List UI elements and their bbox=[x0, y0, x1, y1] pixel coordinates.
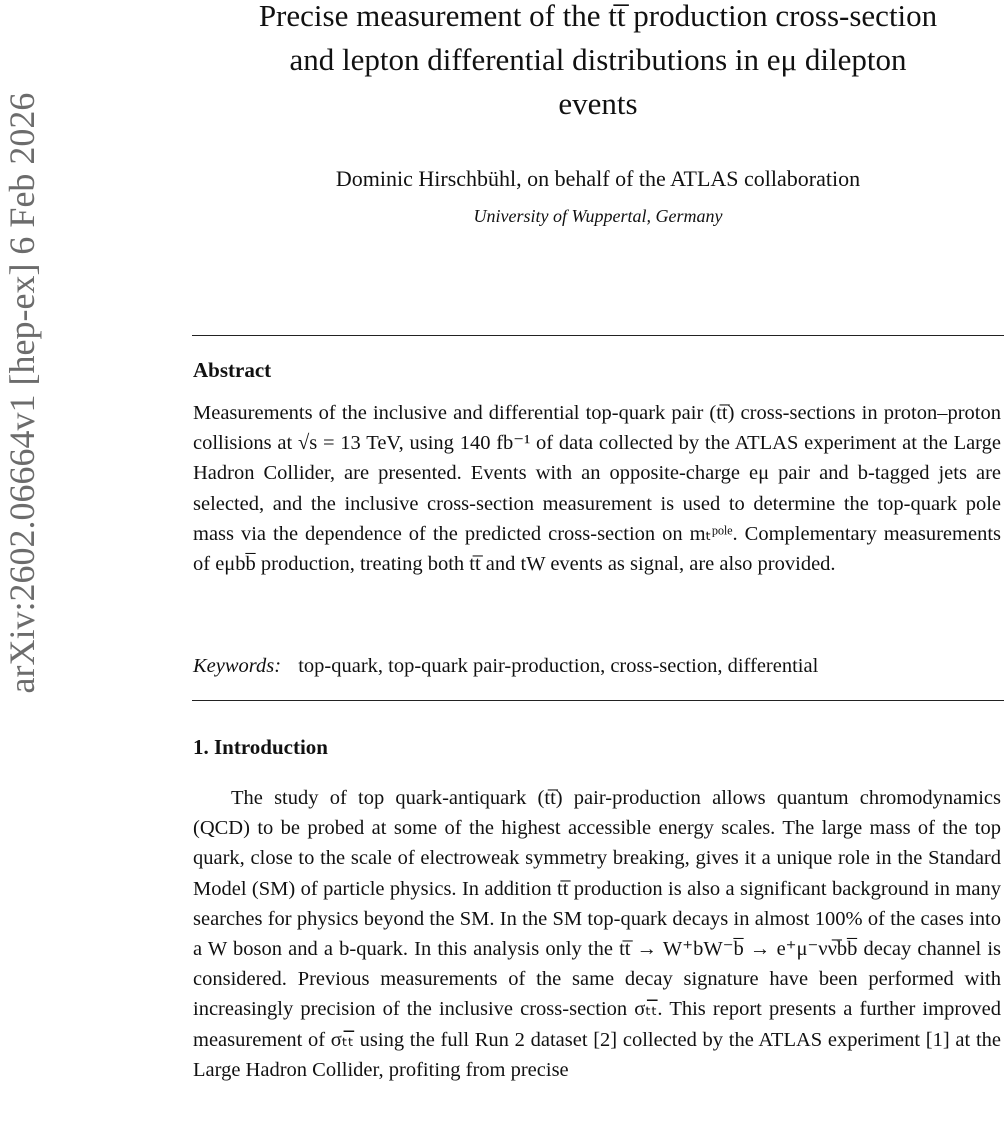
keywords-text: top-quark, top-quark pair-production, cross-section, differential bbox=[298, 655, 819, 677]
section-heading-introduction: 1. Introduction bbox=[193, 735, 328, 759]
abstract-text: Measurements of the inclusive and differential top-quark pair (tt̅) cross-sections in proton–proton collisions at √s = 13 TeV, using 140 fb⁻¹ of data collected by the ATLAS experiment at the Large Hadron Collider, are presented. Events with an opposite-charge eμ pair and b-tagged jets are selected, and the inclusive cross-section measurement is used to determine the top-quark pole mass via the dependence of the predicted cross-section on mₜᵖᵒˡᵉ. Complementary measurements of eμbb̅ production, treating both tt̅ and tW events as signal, are also provided. bbox=[193, 402, 1001, 576]
arxiv-sidebar-stamp: arXiv:2602.06664v1 [hep-ex] 6 Feb 2026 bbox=[2, 92, 42, 694]
abstract-heading: Abstract bbox=[193, 358, 272, 382]
title-line-2: and lepton differential distributions in eμ dilepton bbox=[289, 42, 907, 77]
keywords-label: Keywords: bbox=[193, 655, 282, 677]
title-line-1: Precise measurement of the tt̅ production cross-section bbox=[258, 0, 938, 33]
abstract-top-rule bbox=[192, 335, 1004, 336]
title-line-3: events bbox=[558, 86, 638, 121]
introduction-text: The study of top quark-antiquark (tt̅) pair-production allows quantum chromodynamics (QCD) to be probed at some of the highest accessible energy scales. The large mass of the top quark, close to the scale of electroweak symmetry breaking, gives it a unique role in the Standard Model (SM) of particle physics. In addition tt̅ production is also a significant background in many searches for physics beyond the SM. In the SM top-quark decays in almost 100% of the cases into a W boson and a b-quark. In this analysis only the tt̅ → W⁺bW⁻b̅ → e⁺μ⁻νν̅bb̅ decay channel is considered. Previous measurements of the same decay signature have been performed with increasingly precision of the inclusive cross-section σₜₜ̅. This report presents a further improved measurement of σₜₜ̅ using the full Run 2 dataset [2] collected by the ATLAS experiment [1] at the Large Hadron Collider, profiting from precise bbox=[193, 787, 1001, 1081]
paper-title bbox=[192, 0, 1004, 126]
keywords-line bbox=[193, 655, 1003, 678]
affiliation: University of Wuppertal, Germany bbox=[473, 206, 723, 226]
author-line: Dominic Hirschbühl, on behalf of the ATLAS collaboration bbox=[335, 166, 861, 191]
abstract-bottom-rule bbox=[192, 700, 1004, 701]
